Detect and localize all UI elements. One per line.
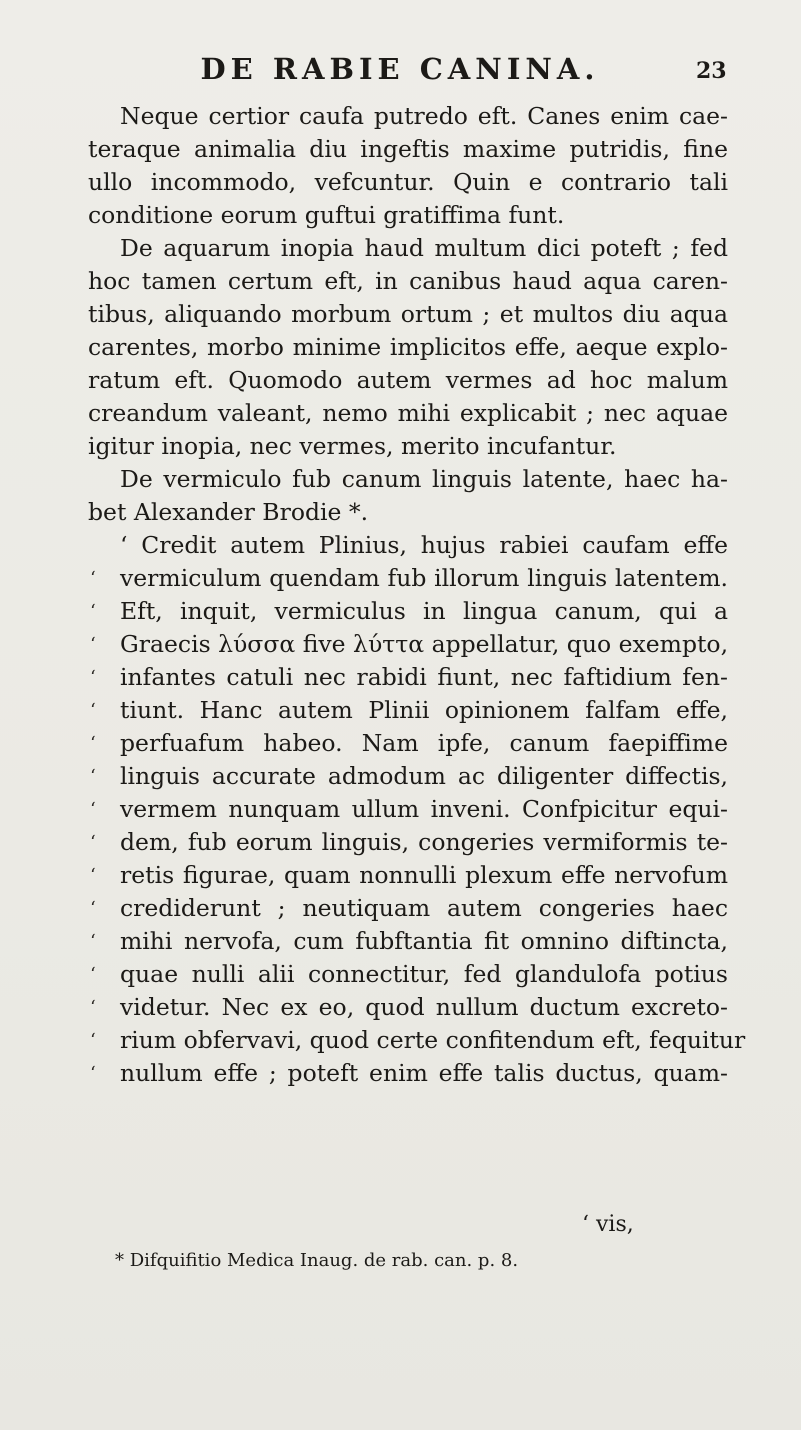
body-line xyxy=(88,661,728,694)
text-line: ‘ Credit autem Plinius, hujus rabiei caufam effe xyxy=(120,531,728,559)
body-line xyxy=(88,892,728,925)
footnote: * Difquifitio Medica Inaug. de rab. can. p. 8. xyxy=(115,1250,519,1271)
text-line: hoc tamen certum eft, in canibus haud aqua caren- xyxy=(88,267,728,295)
text-line: nullum effe ; poteft enim effe talis ductus, quam- xyxy=(120,1059,728,1087)
body-line xyxy=(88,529,728,562)
quote-mark: ‘ xyxy=(90,766,96,787)
quote-mark: ‘ xyxy=(90,700,96,721)
page-header xyxy=(0,52,801,92)
quote-mark: ‘ xyxy=(90,997,96,1018)
body-line xyxy=(88,496,728,529)
text-line: linguis accurate admodum ac diligenter diffectis, xyxy=(120,762,728,790)
quote-mark: ‘ xyxy=(90,601,96,622)
text-line: crediderunt ; neutiquam autem congeries haec xyxy=(120,894,728,922)
body-line xyxy=(88,166,728,199)
text-line: infantes catuli nec rabidi fiunt, nec faftidium fen- xyxy=(120,663,728,691)
body-line xyxy=(88,1057,728,1090)
quote-mark: ‘ xyxy=(90,865,96,886)
text-line: vermem nunquam ullum inveni. Confpicitur equi- xyxy=(120,795,728,823)
quote-mark: ‘ xyxy=(90,799,96,820)
body-line xyxy=(88,958,728,991)
body-line xyxy=(88,199,728,232)
text-line: tibus, aliquando morbum ortum ; et multos diu aqua xyxy=(88,300,728,328)
quote-mark: ‘ xyxy=(90,964,96,985)
body-text xyxy=(88,100,746,1090)
quote-mark: ‘ xyxy=(90,568,96,589)
text-line: bet Alexander Brodie *. xyxy=(88,498,369,526)
text-line: dem, fub eorum linguis, congeries vermiformis te- xyxy=(120,828,728,856)
text-line: mihi nervofa, cum fubftantia fit omnino diftincta, xyxy=(120,927,728,955)
body-line xyxy=(88,859,728,892)
body-line xyxy=(88,232,728,265)
text-line: rium obfervavi, quod certe confitendum eft, fequitur xyxy=(120,1026,746,1054)
body-line xyxy=(88,133,728,166)
text-line: Neque certior caufa putredo eft. Canes enim cae- xyxy=(120,102,728,130)
body-line xyxy=(88,298,728,331)
quote-mark: ‘ xyxy=(90,1063,96,1084)
body-line xyxy=(88,331,728,364)
quote-mark: ‘ xyxy=(90,733,96,754)
text-line: conditione eorum guftui gratiffima funt. xyxy=(88,201,565,229)
quote-mark: ‘ xyxy=(90,634,96,655)
text-line: ullo incommodo, vefcuntur. Quin e contrario tali xyxy=(88,168,728,196)
text-line: carentes, morbo minime implicitos effe, aeque explo- xyxy=(88,333,728,361)
body-line xyxy=(88,727,728,760)
text-line: creandum valeant, nemo mihi explicabit ; nec aquae xyxy=(88,399,728,427)
text-line: igitur inopia, nec vermes, merito incufantur. xyxy=(88,432,617,460)
running-head: DE RABIE CANINA. xyxy=(200,52,600,86)
body-line xyxy=(88,826,728,859)
body-line xyxy=(88,595,728,628)
text-line: videtur. Nec ex eo, quod nullum ductum excreto- xyxy=(120,993,728,1021)
body-line xyxy=(88,100,728,133)
quote-mark: ‘ xyxy=(90,898,96,919)
text-line: De aquarum inopia haud multum dici poteft ; fed xyxy=(120,234,728,262)
body-line xyxy=(88,364,728,397)
body-line xyxy=(88,397,728,430)
body-line xyxy=(88,265,728,298)
text-line: teraque animalia diu ingeftis maxime putridis, fine xyxy=(88,135,728,163)
text-line: perfuafum habeo. Nam ipfe, canum faepiffime xyxy=(120,729,728,757)
body-line xyxy=(88,793,728,826)
text-line: vermiculum quendam fub illorum linguis latentem. xyxy=(120,564,728,592)
page-number: 23 xyxy=(696,58,727,84)
quote-mark: ‘ xyxy=(90,931,96,952)
catchword: ‘ vis, xyxy=(582,1212,634,1237)
body-line xyxy=(88,463,728,496)
quote-mark: ‘ xyxy=(90,667,96,688)
text-line: tiunt. Hanc autem Plinii opinionem falfam effe, xyxy=(120,696,728,724)
text-line: Graecis λύσσα five λύττα appellatur, quo exempto, xyxy=(120,630,729,658)
body-line xyxy=(88,760,728,793)
body-line xyxy=(88,430,728,463)
text-line: quae nulli alii connectitur, fed glandulofa potius xyxy=(120,960,728,988)
quote-mark: ‘ xyxy=(90,832,96,853)
text-line: retis figurae, quam nonnulli plexum effe nervofum xyxy=(120,861,728,889)
text-line: De vermiculo fub canum linguis latente, haec ha- xyxy=(120,465,728,493)
text-line: ratum eft. Quomodo autem vermes ad hoc malum xyxy=(88,366,728,394)
text-line: Eft, inquit, vermiculus in lingua canum, qui a xyxy=(120,597,728,625)
body-line xyxy=(88,1024,746,1057)
body-line xyxy=(88,694,728,727)
quote-mark: ‘ xyxy=(90,1030,96,1051)
body-line xyxy=(88,925,728,958)
body-line xyxy=(88,562,728,595)
body-line xyxy=(88,991,728,1024)
body-line xyxy=(88,628,728,661)
